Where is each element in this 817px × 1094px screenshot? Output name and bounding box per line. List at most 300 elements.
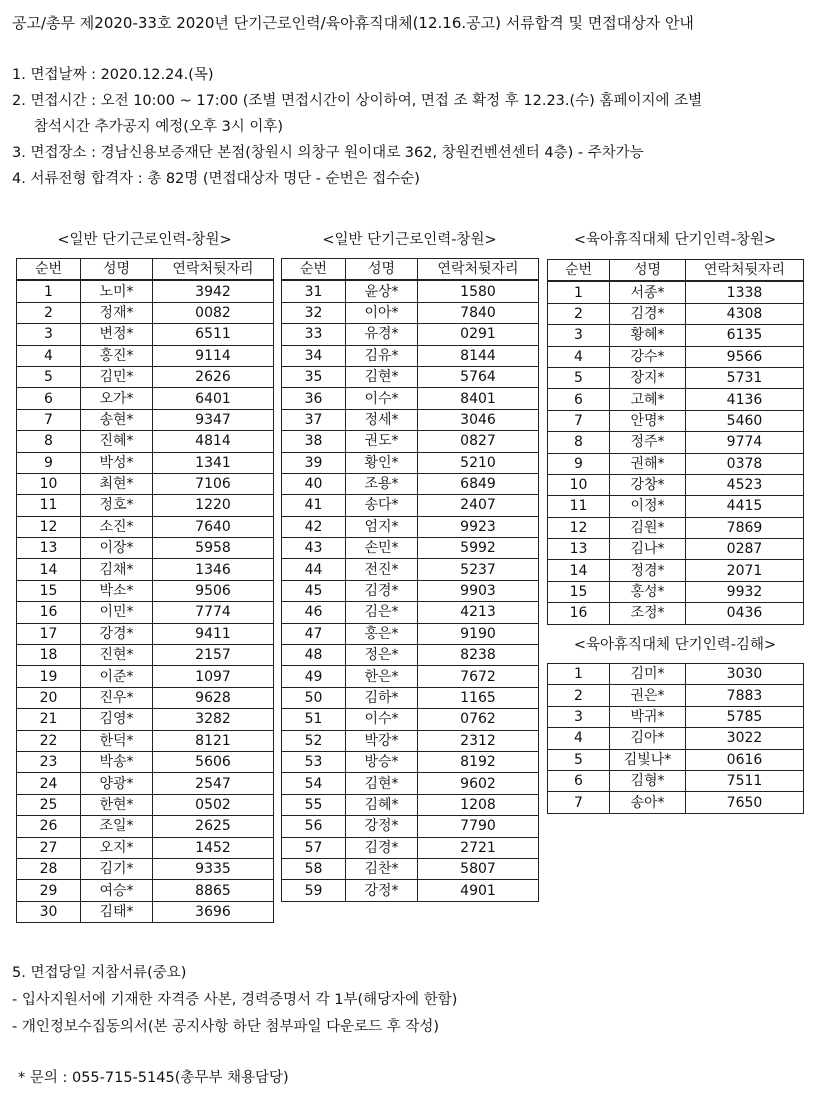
row-name: 김경* [346,837,418,858]
row-name: 양광* [81,773,153,794]
table-row [548,706,804,727]
row-phone: 9602 [418,773,539,794]
row-name: 박소* [81,580,153,601]
row-phone: 2071 [686,560,804,581]
table-row [282,730,539,751]
table-row [548,749,804,770]
table-row [282,816,539,837]
row-num: 27 [17,837,81,858]
row-phone: 0827 [418,431,539,452]
row-num: 32 [282,302,346,323]
row-phone: 7840 [418,302,539,323]
table-row [17,388,274,409]
table-row [17,709,274,730]
row-name: 김하* [346,687,418,708]
column-header-name: 성명 [346,259,418,281]
row-name: 권도* [346,431,418,452]
table-row [282,431,539,452]
table-row [17,538,274,559]
table-row [548,453,804,474]
documents-item-certificates: - 입사지원서에 기재한 자격증 사본, 경력증명서 각 1부(해당자에 한함) [12,992,458,1008]
roster-table-general-changwon-2 [281,258,539,902]
row-name: 노미* [81,280,153,302]
row-phone: 7790 [418,816,539,837]
table-row [17,302,274,323]
table-row [282,516,539,537]
row-num: 55 [282,794,346,815]
table-row [548,432,804,453]
table-row [282,324,539,345]
row-phone: 5460 [686,410,804,431]
row-phone: 1220 [153,495,274,516]
row-name: 엄지* [346,516,418,537]
row-num: 25 [17,794,81,815]
row-num: 49 [282,666,346,687]
interview-location: 3. 면접장소 : 경남신용보증재단 본점(창원시 의창구 원이대로 362, 창원컨벤션센터 4층) - 주차가능 [12,145,644,161]
row-num: 17 [17,623,81,644]
row-phone: 9903 [418,580,539,601]
table-row [17,495,274,516]
row-num: 38 [282,431,346,452]
row-name: 이민* [81,602,153,623]
group-title-general-changwon-2: <일반 단기근로인력-창원> [322,232,497,248]
row-name: 김유* [346,345,418,366]
interview-date: 1. 면접날짜 : 2020.12.24.(목) [12,67,214,83]
table-row [548,664,804,685]
row-phone: 8238 [418,645,539,666]
row-name: 김경* [346,580,418,601]
row-name: 김경* [610,303,686,324]
row-phone: 1452 [153,837,274,858]
row-phone: 1338 [686,281,804,303]
row-phone: 9190 [418,623,539,644]
row-phone: 7883 [686,685,804,706]
row-name: 김혜* [346,794,418,815]
contact-info: * 문의 : 055-715-5145(총무부 채용담당) [18,1070,289,1086]
row-phone: 5807 [418,858,539,879]
row-phone: 2721 [418,837,539,858]
table-row [17,409,274,430]
row-name: 한덕* [81,730,153,751]
pass-count: 4. 서류전형 합격자 : 총 82명 (면접대상자 명단 - 순번은 접수순) [12,171,420,187]
table-row [282,709,539,730]
row-name: 송다* [346,495,418,516]
row-num: 48 [282,645,346,666]
row-phone: 5731 [686,367,804,388]
row-num: 21 [17,709,81,730]
row-name: 박송* [81,751,153,772]
row-name: 소진* [81,516,153,537]
row-num: 1 [548,281,610,303]
row-phone: 8144 [418,345,539,366]
row-name: 권해* [610,453,686,474]
row-num: 16 [548,603,610,624]
row-name: 이수* [346,388,418,409]
row-num: 7 [548,792,610,813]
table-row [282,645,539,666]
row-num: 15 [548,581,610,602]
row-phone: 8121 [153,730,274,751]
row-phone: 4213 [418,602,539,623]
row-phone: 5958 [153,538,274,559]
row-phone: 4814 [153,431,274,452]
row-name: 고혜* [610,389,686,410]
table-row [282,559,539,580]
row-num: 20 [17,687,81,708]
table-row [282,794,539,815]
table-row [282,495,539,516]
table-row [17,452,274,473]
row-name: 정호* [81,495,153,516]
row-phone: 9506 [153,580,274,601]
column-header-name: 성명 [81,259,153,281]
row-phone: 2626 [153,366,274,387]
row-num: 26 [17,816,81,837]
table-row [17,345,274,366]
row-phone: 0436 [686,603,804,624]
row-phone: 0616 [686,749,804,770]
row-num: 43 [282,538,346,559]
row-name: 강경* [81,623,153,644]
interview-info [12,62,812,192]
row-phone: 7650 [686,792,804,813]
row-num: 4 [17,345,81,366]
roster-table-childcare-gimhae [547,663,804,814]
table-row [17,473,274,494]
row-name: 김현* [346,773,418,794]
row-num: 14 [548,560,610,581]
row-phone: 0082 [153,302,274,323]
row-name: 한은* [346,666,418,687]
row-name: 김나* [610,539,686,560]
documents-item-consent: - 개인정보수집동의서(본 공지사항 하단 첨부파일 다운로드 후 작성) [12,1019,439,1035]
row-num: 44 [282,559,346,580]
row-phone: 7511 [686,770,804,791]
row-num: 7 [548,410,610,431]
row-name: 이정* [610,496,686,517]
table-row [17,687,274,708]
documents-heading: 5. 면접당일 지참서류(중요) [12,965,187,981]
row-name: 윤상* [346,280,418,302]
row-phone: 4136 [686,389,804,410]
row-num: 56 [282,816,346,837]
row-num: 7 [17,409,81,430]
row-phone: 2625 [153,816,274,837]
row-num: 12 [17,516,81,537]
row-name: 강수* [610,346,686,367]
row-name: 진혜* [81,431,153,452]
row-phone: 4523 [686,474,804,495]
row-num: 50 [282,687,346,708]
column-header-num: 순번 [17,259,81,281]
table-row [17,730,274,751]
row-name: 강정* [346,816,418,837]
row-name: 김은* [346,602,418,623]
row-num: 14 [17,559,81,580]
row-name: 김태* [81,901,153,922]
table-row [282,687,539,708]
table-row [282,602,539,623]
row-phone: 9923 [418,516,539,537]
row-phone: 6135 [686,325,804,346]
row-name: 전진* [346,559,418,580]
row-phone: 4308 [686,303,804,324]
row-name: 장지* [610,367,686,388]
row-num: 4 [548,346,610,367]
row-phone: 2407 [418,495,539,516]
row-name: 김미* [610,664,686,685]
row-phone: 8401 [418,388,539,409]
table-row [548,770,804,791]
row-name: 강창* [610,474,686,495]
row-num: 41 [282,495,346,516]
row-phone: 9774 [686,432,804,453]
row-name: 이준* [81,666,153,687]
row-num: 53 [282,751,346,772]
table-row [17,645,274,666]
row-num: 34 [282,345,346,366]
table-row [548,281,804,303]
row-phone: 3942 [153,280,274,302]
column-header-num: 순번 [282,259,346,281]
row-num: 3 [548,706,610,727]
row-phone: 5785 [686,706,804,727]
row-name: 홍은* [346,623,418,644]
table-row [17,324,274,345]
row-phone: 6401 [153,388,274,409]
column-header-name: 성명 [610,260,686,282]
column-header-phone: 연락처뒷자리 [153,259,274,281]
row-num: 2 [17,302,81,323]
table-row [282,280,539,302]
table-row [17,580,274,601]
row-num: 39 [282,452,346,473]
row-num: 59 [282,880,346,901]
table-row [17,623,274,644]
row-num: 13 [548,539,610,560]
row-phone: 1580 [418,280,539,302]
table-row [282,623,539,644]
row-num: 46 [282,602,346,623]
table-row [282,666,539,687]
roster-table-childcare-changwon [547,259,804,625]
row-num: 16 [17,602,81,623]
table-row [282,452,539,473]
table-row [282,345,539,366]
table-row [548,728,804,749]
row-num: 3 [548,325,610,346]
row-phone: 7869 [686,517,804,538]
row-name: 최현* [81,473,153,494]
table-row [548,792,804,813]
row-name: 서종* [610,281,686,303]
row-name: 권은* [610,685,686,706]
row-num: 28 [17,858,81,879]
row-phone: 7672 [418,666,539,687]
row-phone: 2547 [153,773,274,794]
row-name: 김채* [81,559,153,580]
row-name: 변정* [81,324,153,345]
row-num: 1 [548,664,610,685]
row-name: 정재* [81,302,153,323]
row-name: 홍성* [610,581,686,602]
table-row [17,751,274,772]
row-num: 45 [282,580,346,601]
row-num: 1 [17,280,81,302]
row-phone: 1341 [153,452,274,473]
table-row [17,602,274,623]
row-phone: 8865 [153,880,274,901]
row-num: 8 [548,432,610,453]
table-row [282,580,539,601]
table-row [548,474,804,495]
row-phone: 3022 [686,728,804,749]
row-num: 8 [17,431,81,452]
row-num: 36 [282,388,346,409]
row-name: 정주* [610,432,686,453]
row-phone: 4901 [418,880,539,901]
roster-table-general-changwon-1 [16,258,274,923]
row-phone: 7640 [153,516,274,537]
row-phone: 0287 [686,539,804,560]
row-num: 4 [548,728,610,749]
table-row [17,366,274,387]
row-num: 18 [17,645,81,666]
row-name: 강정* [346,880,418,901]
table-row [548,496,804,517]
row-phone: 7774 [153,602,274,623]
row-num: 10 [17,473,81,494]
table-row [548,560,804,581]
row-num: 37 [282,409,346,430]
row-name: 오지* [81,837,153,858]
row-num: 13 [17,538,81,559]
table-row [282,473,539,494]
row-name: 한현* [81,794,153,815]
interview-time: 2. 면접시간 : 오전 10:00 ~ 17:00 (조별 면접시간이 상이하여, 면접 조 확정 후 12.23.(수) 홈페이지에 조별 [12,93,703,109]
table-row [17,880,274,901]
row-phone: 1097 [153,666,274,687]
table-row [548,346,804,367]
table-row [282,880,539,901]
row-num: 11 [17,495,81,516]
row-phone: 5764 [418,366,539,387]
row-num: 12 [548,517,610,538]
table-row [548,325,804,346]
table-row [17,431,274,452]
row-phone: 9411 [153,623,274,644]
row-phone: 1165 [418,687,539,708]
row-name: 김빛나* [610,749,686,770]
row-phone: 9335 [153,858,274,879]
row-num: 19 [17,666,81,687]
row-name: 김기* [81,858,153,879]
row-phone: 3696 [153,901,274,922]
row-name: 박강* [346,730,418,751]
row-num: 54 [282,773,346,794]
row-num: 24 [17,773,81,794]
row-num: 5 [548,749,610,770]
row-num: 52 [282,730,346,751]
row-num: 9 [548,453,610,474]
row-num: 33 [282,324,346,345]
row-name: 오가* [81,388,153,409]
column-header-phone: 연락처뒷자리 [686,260,804,282]
row-name: 박성* [81,452,153,473]
row-phone: 0378 [686,453,804,474]
row-phone: 1346 [153,559,274,580]
row-name: 송아* [610,792,686,813]
row-phone: 5237 [418,559,539,580]
table-row [548,581,804,602]
row-phone: 2312 [418,730,539,751]
table-row [282,773,539,794]
table-row [548,517,804,538]
row-phone: 9932 [686,581,804,602]
table-row [282,366,539,387]
row-phone: 3046 [418,409,539,430]
row-num: 35 [282,366,346,387]
row-num: 42 [282,516,346,537]
row-name: 황인* [346,452,418,473]
table-row [17,858,274,879]
table-row [17,773,274,794]
row-name: 정은* [346,645,418,666]
row-name: 조일* [81,816,153,837]
notice-title: 공고/총무 제2020-33호 2020년 단기근로인력/육아휴직대체(12.16.공고) 서류합격 및 면접대상자 안내 [12,14,694,32]
column-header-phone: 연락처뒷자리 [418,259,539,281]
row-num: 29 [17,880,81,901]
row-phone: 4415 [686,496,804,517]
row-phone: 9628 [153,687,274,708]
row-name: 진현* [81,645,153,666]
table-row [17,816,274,837]
row-num: 6 [548,770,610,791]
row-name: 손민* [346,538,418,559]
row-name: 진우* [81,687,153,708]
row-name: 유경* [346,324,418,345]
row-phone: 5210 [418,452,539,473]
row-num: 9 [17,452,81,473]
row-phone: 1208 [418,794,539,815]
row-phone: 7106 [153,473,274,494]
row-name: 이장* [81,538,153,559]
table-row [17,837,274,858]
table-row [548,410,804,431]
row-num: 10 [548,474,610,495]
table-row [17,666,274,687]
row-num: 40 [282,473,346,494]
interview-time-note: 참석시간 추가공지 예정(오후 3시 이후) [34,119,284,135]
table-row [282,751,539,772]
row-phone: 5606 [153,751,274,772]
row-phone: 9566 [686,346,804,367]
row-phone: 6849 [418,473,539,494]
table-row [17,901,274,922]
row-num: 57 [282,837,346,858]
row-name: 이아* [346,302,418,323]
row-phone: 0502 [153,794,274,815]
row-num: 3 [17,324,81,345]
table-row [282,409,539,430]
row-name: 김원* [610,517,686,538]
row-name: 김아* [610,728,686,749]
row-name: 황혜* [610,325,686,346]
row-phone: 0762 [418,709,539,730]
row-num: 23 [17,751,81,772]
row-name: 방승* [346,751,418,772]
row-num: 30 [17,901,81,922]
